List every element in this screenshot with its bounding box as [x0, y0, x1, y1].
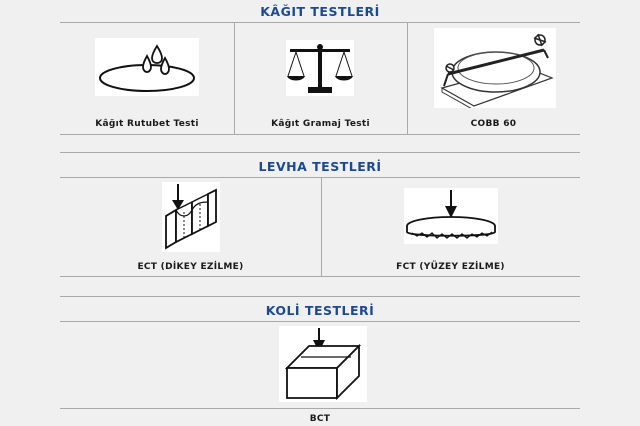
divider: [60, 408, 580, 409]
divider: [60, 296, 580, 297]
caption-bct: BCT: [309, 414, 331, 424]
balance-scale-icon: [286, 40, 354, 96]
caption-fct: FCT (YÜZEY EZİLME): [396, 262, 505, 272]
divider: [60, 321, 580, 322]
cobb-tester-icon: [434, 28, 556, 108]
section-title-paper: KÂĞIT TESTLERİ: [260, 4, 380, 19]
edge-crush-icon: [162, 182, 220, 252]
caption-ect: ECT (DİKEY EZİLME): [137, 262, 244, 272]
moisture-drops-icon: [95, 38, 199, 96]
caption-cobb: COBB 60: [470, 119, 517, 129]
caption-kagit-gramaj: Kâğıt Gramaj Testi: [271, 119, 370, 129]
divider: [60, 177, 580, 178]
divider: [60, 152, 580, 153]
divider: [60, 134, 580, 135]
section-title-board: LEVHA TESTLERİ: [258, 159, 382, 174]
divider: [407, 22, 408, 134]
flat-crush-icon: [404, 188, 498, 244]
caption-kagit-rutubet: Kâğıt Rutubet Testi: [95, 119, 199, 129]
box-compression-icon: [279, 326, 367, 402]
divider: [60, 22, 580, 23]
section-title-box: KOLİ TESTLERİ: [265, 303, 375, 318]
divider: [60, 276, 580, 277]
divider: [234, 22, 235, 134]
